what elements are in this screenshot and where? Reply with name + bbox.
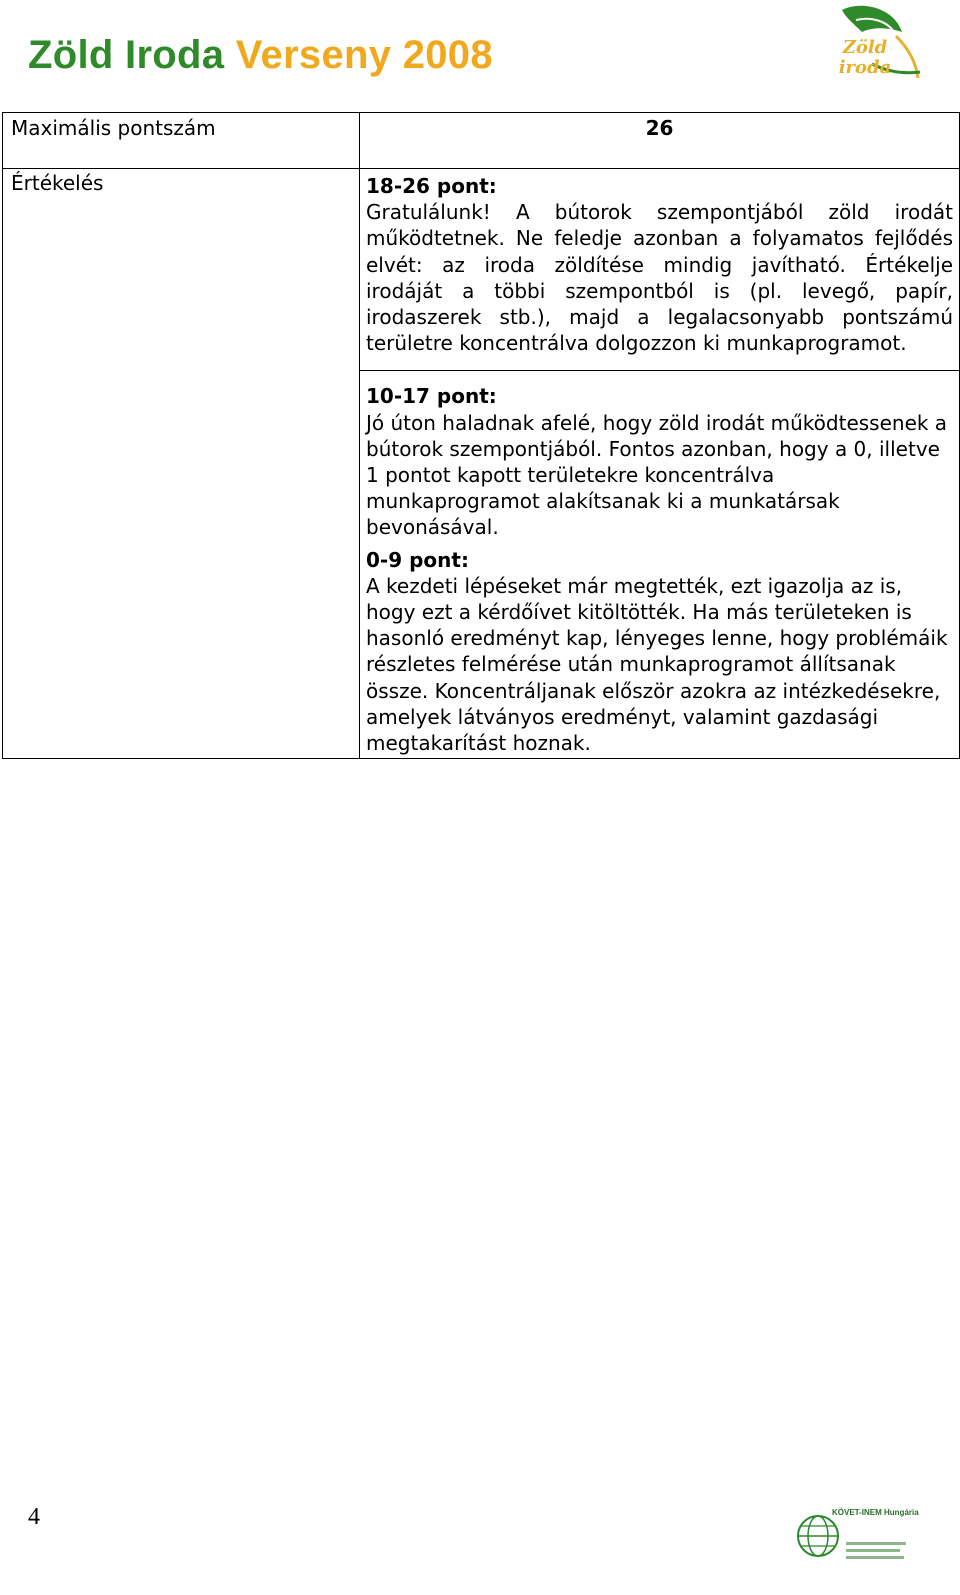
block-heading: 0-9 pont: [366, 547, 469, 572]
logo-word-2: iroda [838, 57, 892, 78]
title-part-orange: Verseny 2008 [235, 33, 493, 77]
block-text: Jó úton haladnak afelé, hogy zöld irodát működtessenek a bútorok szempontjából. Fontos azonban, hogy a 0, illetve 1 pontot kapott területekre koncentrálva munkaprogramot alakítsanak ki a munkatársak bevonásával. [366, 410, 948, 540]
page-title [28, 30, 493, 80]
max-score-row [3, 113, 960, 169]
title-part-green: Zöld Iroda [28, 33, 225, 77]
block-text: A kezdeti lépéseket már megtették, ezt igazolja az is, hogy ezt a kérdőívet kitöltötték. Ha más területeken is hasonló eredményt kap, lényeges lenne, hogy problémáik részletes felmérése után munkaprogramot állítsanak össze. Koncentráljanak először azokra az intézkedésekre, amelyek látványos eredményt, valamint gazdasági megtakarítást hoznak. [366, 573, 948, 756]
evaluation-block-medium [360, 371, 959, 540]
evaluation-block-high [360, 169, 959, 356]
footer-logo-text: KÖVET-INEM Hungária [832, 1508, 919, 1517]
page-number: 4 [28, 1504, 40, 1530]
block-text: Gratulálunk! A bútorok szempontjából zöld irodát működtetnek. Ne feledje azonban a folyamatos fejlődés elvét: az iroda zöldítése mindig javítható. Értékelje irodáját a többi szempontból is (pl. levegő, papír, irodaszerek stb.), majd a legalacsonyabb pontszámú területre koncentrálva dolgozzon ki munkaprogramot. [366, 200, 953, 356]
evaluation-label: Értékelés [3, 169, 360, 759]
max-score-label: Maximális pontszám [3, 113, 360, 169]
block-heading: 18-26 pont: [366, 174, 497, 198]
logo-wordmark [830, 38, 900, 78]
logo-word-1: Zöld [842, 37, 888, 58]
block-heading: 10-17 pont: [366, 384, 497, 409]
max-score-value: 26 [360, 113, 960, 169]
evaluation-content [360, 169, 960, 759]
evaluation-block-low [360, 541, 959, 759]
evaluation-row [3, 169, 960, 759]
scoring-table [2, 112, 960, 759]
